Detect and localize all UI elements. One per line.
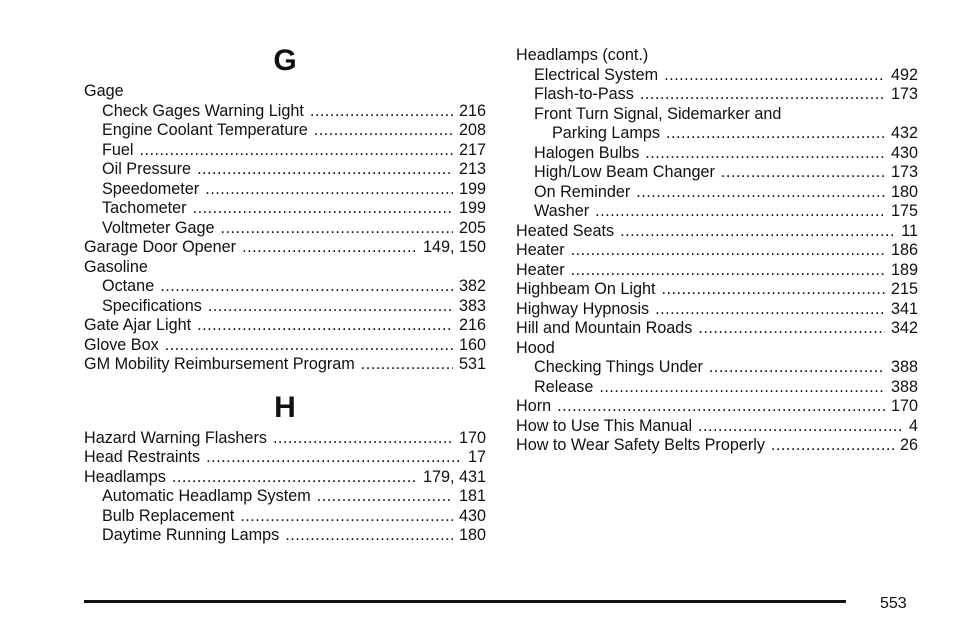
index-entry-page: 179, 431 xyxy=(422,467,486,486)
dot-leader xyxy=(160,277,453,297)
index-entry xyxy=(516,319,918,339)
dot-leader xyxy=(645,144,885,164)
index-entry xyxy=(84,199,486,219)
dot-leader xyxy=(273,429,453,449)
index-entry-label: Heater xyxy=(516,260,565,279)
index-list-g xyxy=(84,82,486,375)
index-entry-page: 26 xyxy=(899,436,918,454)
index-list-right xyxy=(516,46,918,456)
index-entry-page: 215 xyxy=(890,280,918,298)
index-entry-label: Parking Lamps xyxy=(552,124,660,142)
index-entry-page: 430 xyxy=(890,143,918,162)
index-entry-label: Heater xyxy=(516,241,565,259)
index-entry xyxy=(516,222,918,242)
index-entry-page: 180 xyxy=(458,526,486,544)
dot-leader xyxy=(205,180,453,200)
dot-leader xyxy=(571,261,885,281)
index-entry-page: 170 xyxy=(458,428,486,447)
section-letter-g: G xyxy=(273,44,297,77)
index-entry-label: Horn xyxy=(516,397,552,415)
dot-leader xyxy=(317,487,453,507)
dot-leader xyxy=(666,124,885,144)
dot-leader xyxy=(620,222,895,242)
page-number: 553 xyxy=(880,595,907,612)
index-entry-page: 342 xyxy=(890,319,918,337)
dot-leader xyxy=(240,507,453,527)
index-entry-label: Gasoline xyxy=(84,257,148,276)
index-entry-page: 217 xyxy=(458,140,486,159)
index-entry-page: 208 xyxy=(458,121,486,139)
index-entry xyxy=(84,448,486,468)
index-entry xyxy=(516,46,918,66)
index-entry xyxy=(84,238,486,258)
dot-leader xyxy=(285,526,453,546)
dot-leader xyxy=(655,300,885,320)
index-entry-label: Voltmeter Gage xyxy=(102,218,215,237)
index-entry-label: Washer xyxy=(534,202,590,220)
index-entry-label: Headlamps xyxy=(84,467,166,486)
index-entry-page: 180 xyxy=(890,182,918,201)
index-entry xyxy=(516,417,918,437)
index-entry xyxy=(84,336,486,356)
index-entry xyxy=(516,163,918,183)
dot-leader xyxy=(165,336,453,356)
index-entry xyxy=(84,82,486,102)
index-entry-label: Electrical System xyxy=(534,65,659,84)
index-entry-page: 11 xyxy=(901,221,918,240)
index-entry-label: Highway Hypnosis xyxy=(516,299,650,318)
index-entry xyxy=(516,300,918,320)
index-entry xyxy=(84,121,486,141)
index-entry-page: 149, 150 xyxy=(422,238,486,256)
footer-rule xyxy=(84,600,846,603)
index-entry xyxy=(516,358,918,378)
index-entry xyxy=(516,261,918,281)
index-entry-page: 388 xyxy=(890,377,918,396)
index-entry-page: 492 xyxy=(890,65,918,84)
index-entry-label: Tachometer xyxy=(102,199,187,217)
index-entry-label: How to Use This Manual xyxy=(516,416,693,435)
index-column-left xyxy=(84,44,486,546)
dot-leader xyxy=(220,219,453,239)
index-entry-label: Daytime Running Lamps xyxy=(102,526,280,544)
index-entry xyxy=(84,160,486,180)
index-entry xyxy=(516,241,918,261)
index-entry-label: Hill and Mountain Roads xyxy=(516,319,693,337)
index-entry-page: 160 xyxy=(458,335,486,354)
index-entry xyxy=(84,429,486,449)
index-entry xyxy=(84,258,486,278)
dot-leader xyxy=(197,160,453,180)
dot-leader xyxy=(640,85,885,105)
index-entry-page: 382 xyxy=(458,277,486,295)
index-entry-page: 430 xyxy=(458,506,486,525)
dot-leader xyxy=(557,397,885,417)
dot-leader xyxy=(571,241,885,261)
index-entry-label: Glove Box xyxy=(84,335,159,354)
dot-leader xyxy=(140,141,453,161)
index-entry xyxy=(84,526,486,546)
index-entry-page: 341 xyxy=(890,299,918,318)
index-entry-label: Fuel xyxy=(102,140,134,159)
section-letter-h: H xyxy=(274,390,296,424)
dot-leader xyxy=(698,319,885,339)
index-entry xyxy=(516,339,918,359)
index-entry-label: Front Turn Signal, Sidemarker and xyxy=(534,104,782,123)
index-entry-page: 383 xyxy=(458,296,486,315)
dot-leader xyxy=(242,238,417,258)
dot-leader xyxy=(193,199,453,219)
index-entry-label: Hood xyxy=(516,338,555,357)
index-entry-label: Gate Ajar Light xyxy=(84,316,192,334)
index-entry xyxy=(84,219,486,239)
index-entry-label: Specifications xyxy=(102,296,202,315)
index-entry-label: Check Gages Warning Light xyxy=(102,101,304,120)
index-entry-label: Hazard Warning Flashers xyxy=(84,428,267,447)
index-entry-label: Speedometer xyxy=(102,179,200,198)
index-entry-label: Heated Seats xyxy=(516,221,615,240)
index-entry-label: On Reminder xyxy=(534,182,631,201)
index-entry-label: Garage Door Opener xyxy=(84,238,237,256)
dot-leader xyxy=(197,316,453,336)
dot-leader xyxy=(310,102,453,122)
index-column-right xyxy=(516,46,918,456)
index-entry-page: 199 xyxy=(458,179,486,198)
dot-leader xyxy=(661,280,885,300)
dot-leader xyxy=(636,183,885,203)
index-entry xyxy=(516,397,918,417)
dot-leader xyxy=(709,358,885,378)
dot-leader xyxy=(206,448,462,468)
index-entry xyxy=(516,85,918,105)
index-entry xyxy=(516,280,918,300)
index-entry-label: GM Mobility Reimbursement Program xyxy=(84,355,355,373)
index-entry-label: Engine Coolant Temperature xyxy=(102,121,308,139)
index-entry xyxy=(516,202,918,222)
index-entry xyxy=(84,180,486,200)
index-entry-label: Bulb Replacement xyxy=(102,506,235,525)
dot-leader xyxy=(208,297,453,317)
index-entry-label: Checking Things Under xyxy=(534,358,703,376)
dot-leader xyxy=(664,66,885,86)
dot-leader xyxy=(771,436,894,456)
index-list-h xyxy=(84,429,486,546)
index-entry xyxy=(84,277,486,297)
dot-leader xyxy=(721,163,885,183)
index-entry xyxy=(84,102,486,122)
index-entry-page: 189 xyxy=(890,260,918,279)
index-entry-page: 205 xyxy=(458,218,486,237)
index-entry-label: Head Restraints xyxy=(84,448,201,466)
index-entry-label: Oil Pressure xyxy=(102,160,192,178)
index-entry-page: 17 xyxy=(467,448,486,466)
index-entry xyxy=(516,183,918,203)
index-entry-label: Highbeam On Light xyxy=(516,280,656,298)
index-entry-label: High/Low Beam Changer xyxy=(534,163,715,181)
index-entry xyxy=(516,124,918,144)
index-entry-label: Release xyxy=(534,377,594,396)
dot-leader xyxy=(595,202,885,222)
index-entry xyxy=(516,378,918,398)
index-entry xyxy=(84,297,486,317)
index-entry-page: 173 xyxy=(890,85,918,103)
index-entry-page: 199 xyxy=(458,199,486,217)
index-entry-page: 216 xyxy=(458,101,486,120)
index-entry-page: 173 xyxy=(890,163,918,181)
index-entry xyxy=(516,66,918,86)
index-entry xyxy=(84,316,486,336)
index-entry-label: Halogen Bulbs xyxy=(534,143,640,162)
index-entry-page: 216 xyxy=(458,316,486,334)
index-entry-label: Octane xyxy=(102,277,155,295)
index-entry xyxy=(84,468,486,488)
dot-leader xyxy=(361,355,453,375)
index-entry-page: 388 xyxy=(890,358,918,376)
index-entry-page: 181 xyxy=(458,487,486,505)
index-entry xyxy=(516,436,918,456)
dot-leader xyxy=(314,121,453,141)
index-entry-label: Flash-to-Pass xyxy=(534,85,634,103)
index-entry xyxy=(84,507,486,527)
index-entry-page: 432 xyxy=(890,124,918,142)
index-entry-label: Gage xyxy=(84,82,124,100)
dot-leader xyxy=(698,417,903,437)
index-entry xyxy=(84,487,486,507)
index-entry-page: 4 xyxy=(908,416,918,435)
index-entry xyxy=(516,105,918,125)
index-entry-page: 175 xyxy=(890,202,918,220)
index-entry-label: Headlamps (cont.) xyxy=(516,46,649,64)
index-entry-label: How to Wear Safety Belts Properly xyxy=(516,436,765,454)
index-entry-page: 213 xyxy=(458,160,486,178)
index-entry-page: 531 xyxy=(458,355,486,373)
index-entry xyxy=(84,355,486,375)
dot-leader xyxy=(599,378,885,398)
dot-leader xyxy=(172,468,417,488)
index-entry-page: 186 xyxy=(890,241,918,259)
index-entry xyxy=(516,144,918,164)
index-entry-page: 170 xyxy=(890,397,918,415)
index-entry-label: Automatic Headlamp System xyxy=(102,487,311,505)
index-entry xyxy=(84,141,486,161)
